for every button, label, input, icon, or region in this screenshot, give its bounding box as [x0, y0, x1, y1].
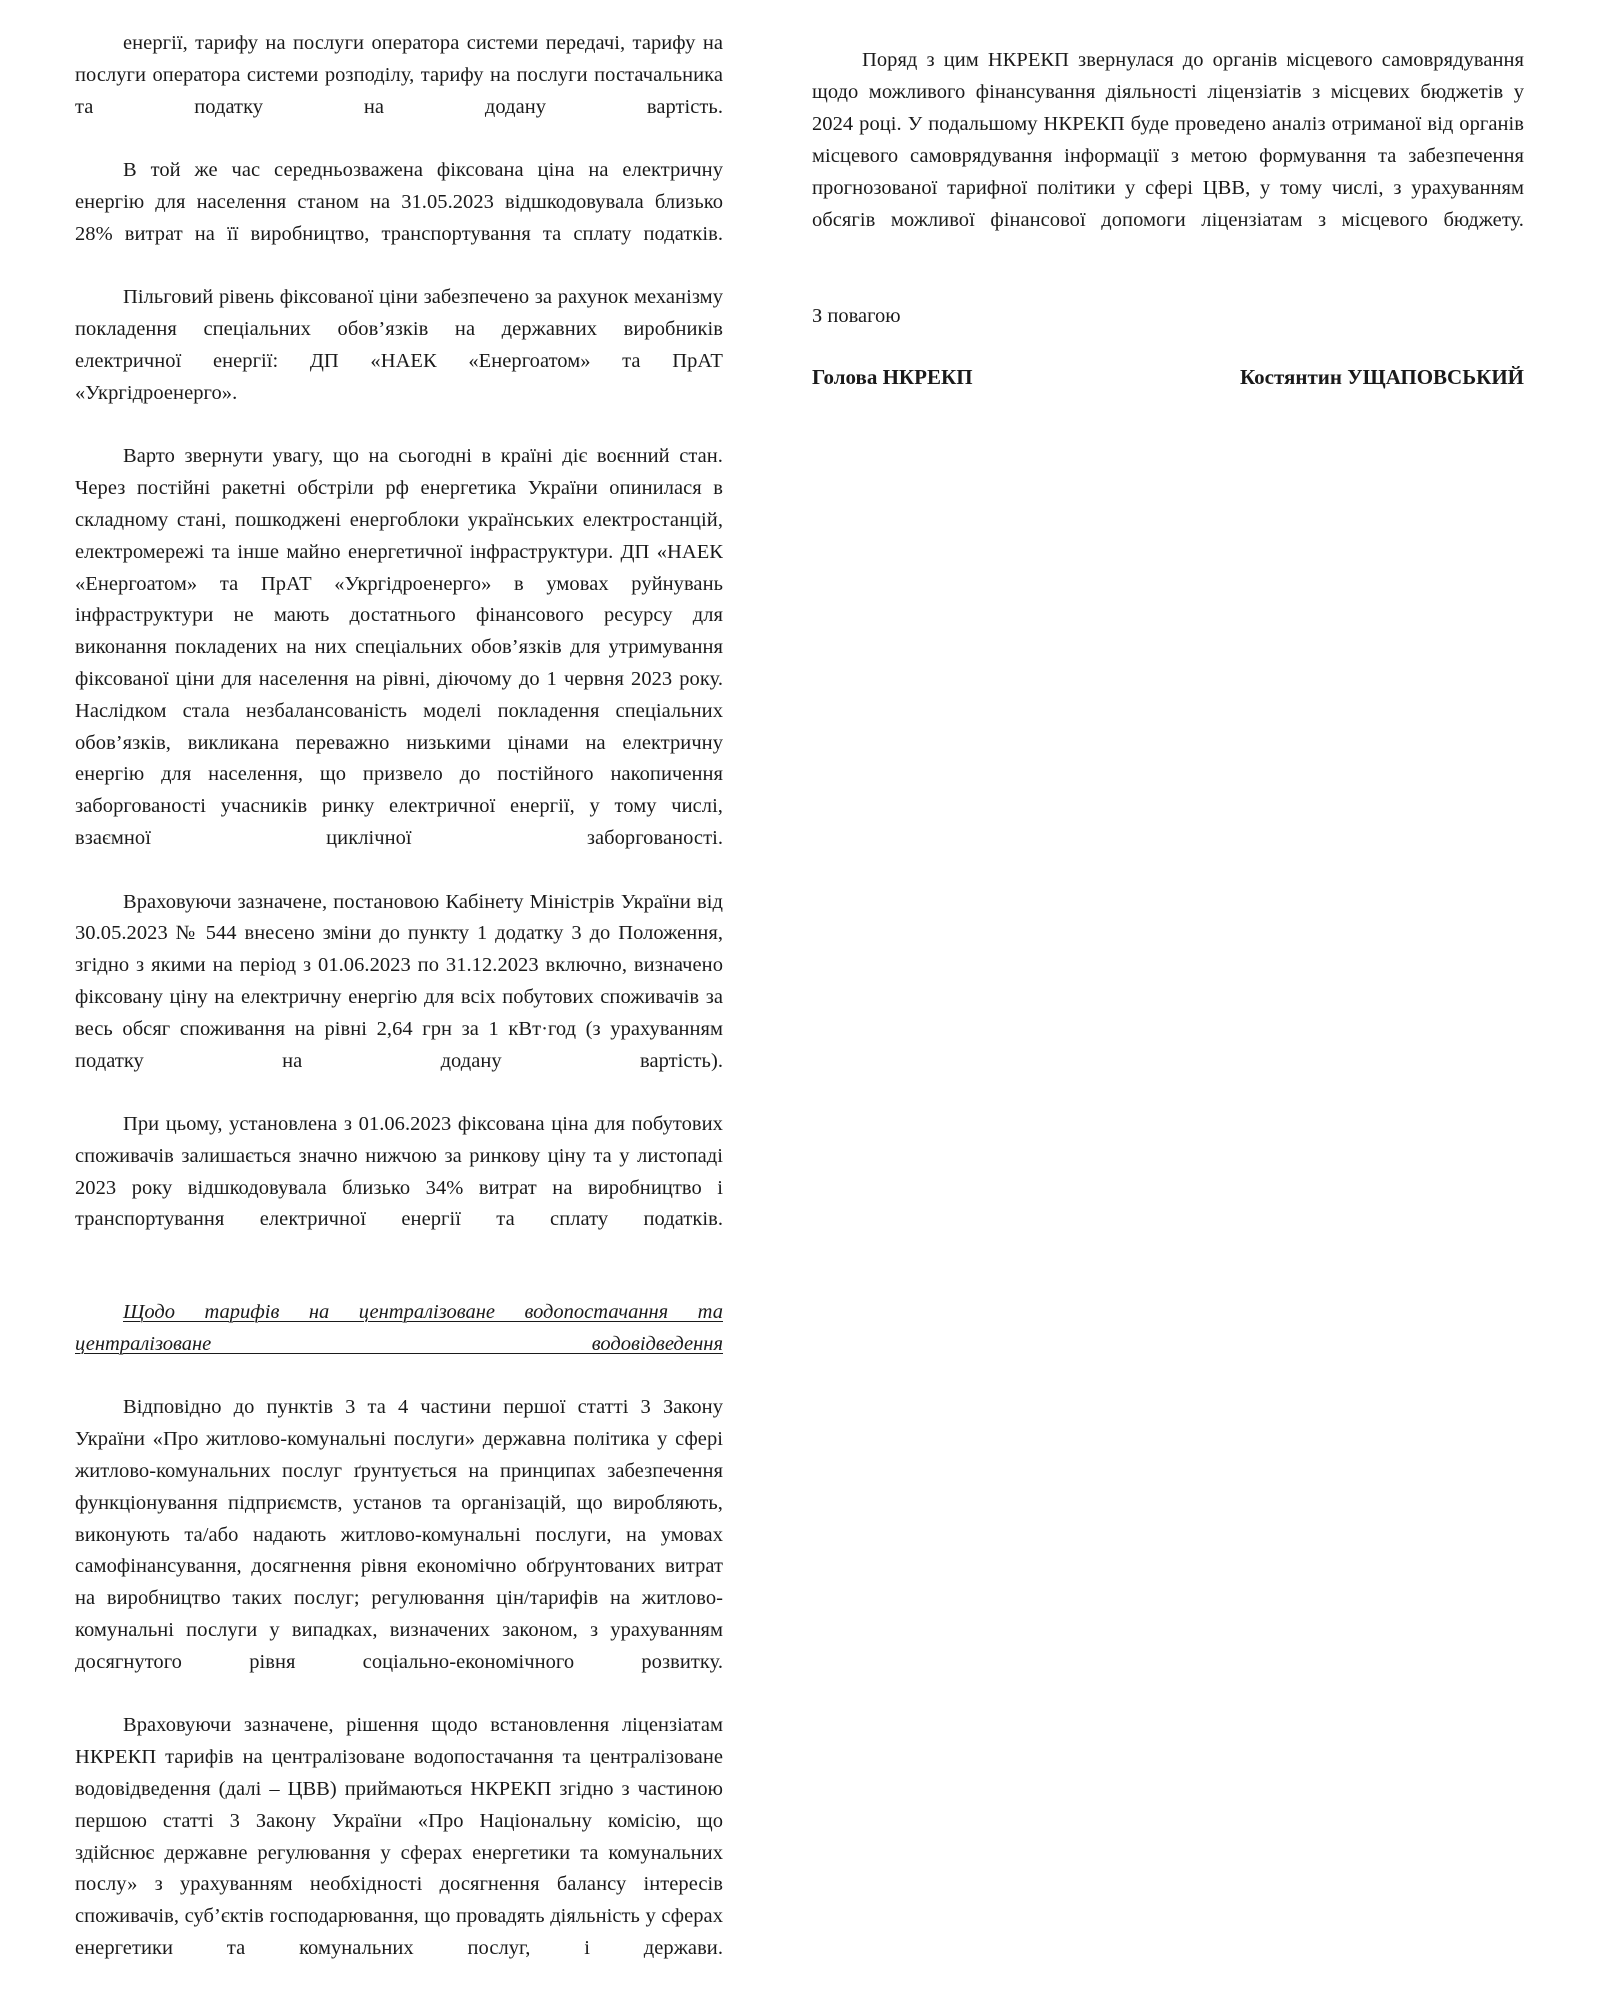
section-subheading: Щодо тарифів на централізоване водопостачання та централізоване водовідведення — [75, 1301, 723, 1355]
page-left — [0, 0, 790, 1960]
signatory-title: Голова НКРЕКП — [812, 365, 973, 389]
paragraph: Варто звернути увагу, що на сьогодні в країні діє воєнний стан. Через постійні ракетні обстріли рф енергетика України опинилася в складному стані, пошкоджені енергоблоки українських електростанцій, електромережі та інше майно енергетичної інфраструктури. ДП «НАЕК «Енергоатом» та ПрАТ «Укргідроенерго» в умовах руйнувань інфраструктури не мають достатнього фінансового ресурсу для виконання покладених на них спеціальних обов’язків для утримування фіксованої ціни для населення на рівні, діючому до 1 червня 2023 року. Наслідком стала незбалансованість моделі покладення спеціальних обов’язків, викликана переважно низькими цінами на електричну енергію для населення, що призвело до постійного накопичення заборгованості учасників ринку електричної енергії, у тому числі, взаємної циклічної заборгованості. — [75, 445, 723, 849]
signatory-name: Костянтин УЩАПОВСЬКИЙ — [1239, 365, 1524, 389]
signature-spacer — [812, 332, 1524, 362]
signature-block — [812, 362, 1524, 392]
right-page-text-column — [812, 44, 1524, 392]
page-right — [790, 0, 1600, 1060]
paragraph: Враховуючи зазначене, постановою Кабінету Міністрів України від 30.05.2023 № 544 внесено зміни до пункту 1 додатку 3 до Положення, згідно з якими на період з 01.06.2023 по 31.12.2023 включно, визначено фіксовану ціну на електричну енергію для всіх побутових споживачів за весь обсяг споживання на рівні 2,64 грн за 1 кВт·год (з урахуванням податку на додану вартість). — [75, 890, 723, 1072]
paragraph: енергії, тарифу на послуги оператора системи передачі, тарифу на послуги оператора системи розподілу, тарифу на послуги постачальника та податку на додану вартість. — [75, 32, 723, 118]
paragraph: Поряд з цим НКРЕКП звернулася до органів місцевого самоврядування щодо можливого фінансування діяльності ліцензіатів з місцевих бюджетів у 2024 році. У подальшому НКРЕКП буде проведено аналіз отриманої від органів місцевого самоврядування інформації з метою формування та забезпечення прогнозованої тарифної політики у сфері ЦВВ, у тому числі, з урахуванням обсягів можливої фінансової допомоги ліцензіатам з місцевого бюджету. — [812, 49, 1524, 231]
paragraph: Відповідно до пунктів 3 та 4 частини першої статті 3 Закону України «Про житлово-комунальні послуги» державна політика у сфері житлово-комунальних послуг ґрунтується на принципах забезпечення функціонування підприємств, установ та організацій, що виробляють, виконують та/або надають житлово-комунальні послуги, на умовах самофінансування, досягнення рівня економічно обґрунтованих витрат на виробництво таких послуг; регулювання цін/тарифів на житлово-комунальні послуги у випадках, визначених законом, з урахуванням досягнутого рівня соціально-економічного розвитку. — [75, 1396, 723, 1673]
closing-salutation: З повагою — [812, 305, 901, 327]
heading-spacer — [75, 1268, 723, 1297]
left-page-text-column — [75, 28, 723, 1997]
paragraph: В той же час середньозважена фіксована ціна на електричну енергію для населення станом на 31.05.2023 відшкодовувала близько 28% витрат на її виробництво, транспортування та сплату податків. — [75, 159, 723, 245]
closing-spacer — [812, 268, 1524, 300]
paragraph: При цьому, установлена з 01.06.2023 фіксована ціна для побутових споживачів залишається значно нижчою за ринкову ціну та у листопаді 2023 року відшкодовувала близько 34% витрат на виробництво і транспортування електричної енергії та сплату податків. — [75, 1113, 723, 1231]
paragraph: Враховуючи зазначене, рішення щодо встановлення ліцензіатам НКРЕКП тарифів на централізоване водопостачання та централізоване водовідведення (далі – ЦВВ) приймаються НКРЕКП згідно з частиною першою статті 3 Закону України «Про Національну комісію, що здійснює державне регулювання у сферах енергетики та комунальних послу» з урахуванням необхідності досягнення балансу інтересів споживачів, суб’єктів господарювання, що провадять діяльність у сферах енергетики та комунальних послуг, і держави. — [75, 1714, 723, 1960]
paragraph: Пільговий рівень фіксованої ціни забезпечено за рахунок механізму покладення спеціальних обов’язків на державних виробників електричної енергії: ДП «НАЕК «Енергоатом» та ПрАТ «Укргідроенерго». — [75, 286, 723, 404]
